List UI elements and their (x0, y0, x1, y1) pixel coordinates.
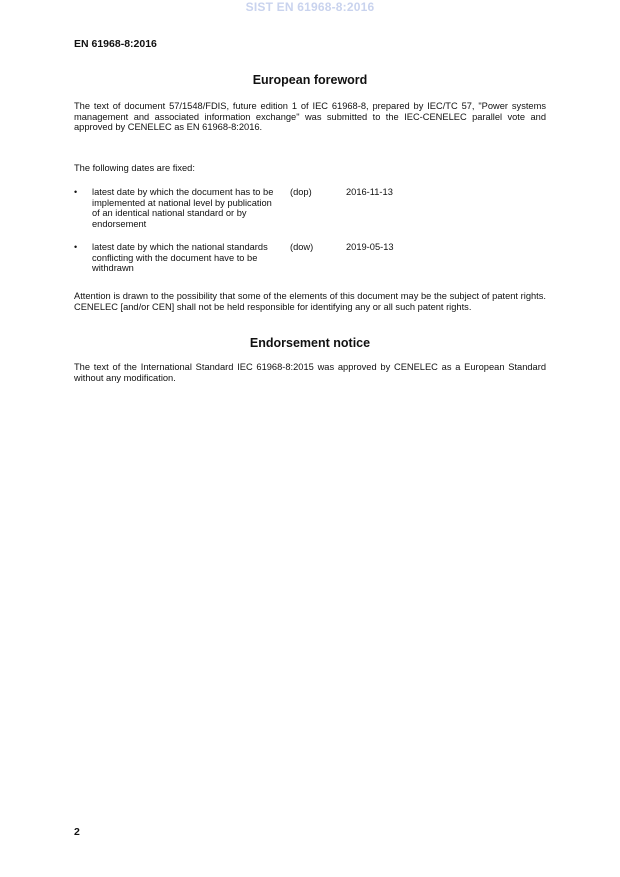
document-identifier: EN 61968-8:2016 (74, 38, 157, 50)
date-description: latest date by which the document has to be implemented at national level by publication of an identical national standard or by endorsement (92, 187, 274, 229)
date-value: 2019-05-13 (346, 242, 394, 252)
page-number: 2 (74, 826, 80, 838)
date-value: 2016-11-13 (346, 187, 393, 197)
bullet-glyph: • (74, 242, 78, 252)
watermark-text: SIST EN 61968-8:2016 (245, 0, 375, 14)
date-description: latest date by which the national standards conflicting with the document have to be withdrawn (92, 242, 268, 274)
date-abbreviation: (dow) (290, 242, 314, 252)
bullet-glyph: • (74, 187, 78, 197)
endorsement-paragraph: The text of the International Standard IEC 61968-8:2015 was approved by CENELEC as a European Standard without any modification. (74, 362, 546, 383)
date-abbreviation: (dop) (290, 187, 312, 197)
foreword-heading: European foreword (252, 73, 368, 87)
foreword-intro-paragraph: The text of document 57/1548/FDIS, future edition 1 of IEC 61968-8, prepared by IEC/TC 57, "Power systems management and associated information exchange" was submitted to the IEC-CENELEC parallel vote and approved by CENELEC as EN 61968-8:2016. (74, 101, 546, 133)
patent-attention-paragraph: Attention is drawn to the possibility that some of the elements of this document may be the subject of patent rights. CENELEC [and/or CEN] shall not be held responsible for identifying any or all such patent rights. (74, 291, 546, 312)
endorsement-heading: Endorsement notice (249, 336, 371, 350)
dates-intro-paragraph: The following dates are fixed: (74, 163, 195, 173)
